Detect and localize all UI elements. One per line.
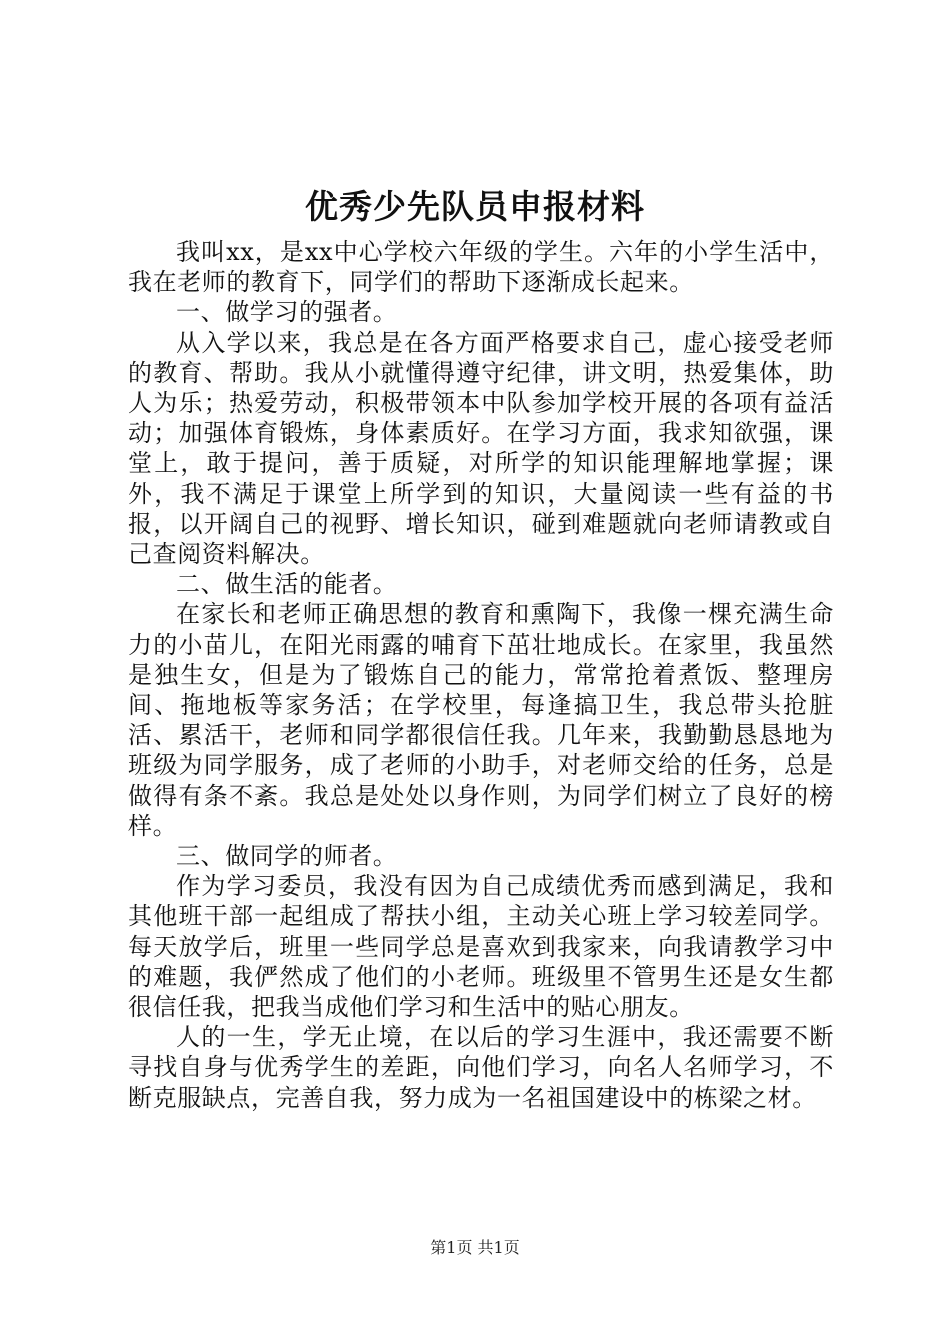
paragraph-study: 从入学以来，我总是在各方面严格要求自己，虚心接受老师的教育、帮助。我从小就懂得遵守纪律，讲文明，热爱集体，助人为乐；热爱劳动，积极带领本中队参加学校开展的各项有益活动；加强体育锻炼，身体素质好。在学习方面，我求知欲强，课堂上，敢于提问，善于质疑，对所学的知识能理解地掌握；课外，我不满足于课堂上所学到的知识，大量阅读一些有益的书报，以开阔自己的视野、增长知识，碰到难题就向老师请教或自己查阅资料解决。 — [128, 328, 834, 569]
document-body — [128, 237, 834, 1113]
paragraph-life: 在家长和老师正确思想的教育和熏陶下，我像一棵充满生命力的小苗儿，在阳光雨露的哺育下茁壮地成长。在家里，我虽然是独生女，但是为了锻炼自己的能力，常常抢着煮饭、整理房间、拖地板等家务活；在学校里，每逢搞卫生，我总带头抢脏活、累活干，老师和同学都很信任我。几年来，我勤勤恳恳地为班级为同学服务，成了老师的小助手，对老师交给的任务，总是做得有条不紊。我总是处处以身作则，为同学们树立了良好的榜样。 — [128, 600, 834, 840]
paragraph-intro: 我叫xx，是xx中心学校六年级的学生。六年的小学生活中，我在老师的教育下，同学们的帮助下逐渐成长起来。 — [128, 238, 834, 297]
paragraph-mentor: 作为学习委员，我没有因为自己成绩优秀而感到满足，我和其他班干部一起组成了帮扶小组，主动关心班上学习较差同学。每天放学后，班里一些同学总是喜欢到我家来，向我请教学习中的难题，我俨然成了他们的小老师。班级里不管男生还是女生都很信任我，把我当成他们学习和生活中的贴心朋友。 — [128, 872, 834, 1022]
document-title: 优秀少先队员申报材料 — [305, 187, 645, 226]
section-heading-life: 二、做生活的能者。 — [176, 570, 398, 599]
page-number-footer: 第1页 共1页 — [430, 1238, 520, 1257]
paragraph-conclusion: 人的一生，学无止境，在以后的学习生涯中，我还需要不断寻找自身与优秀学生的差距，向他们学习，向名人名师学习，不断克服缺点，完善自我，努力成为一名祖国建设中的栋梁之材。 — [128, 1023, 834, 1112]
section-heading-mentor: 三、做同学的师者。 — [176, 842, 398, 871]
section-heading-study: 一、做学习的强者。 — [176, 298, 398, 327]
